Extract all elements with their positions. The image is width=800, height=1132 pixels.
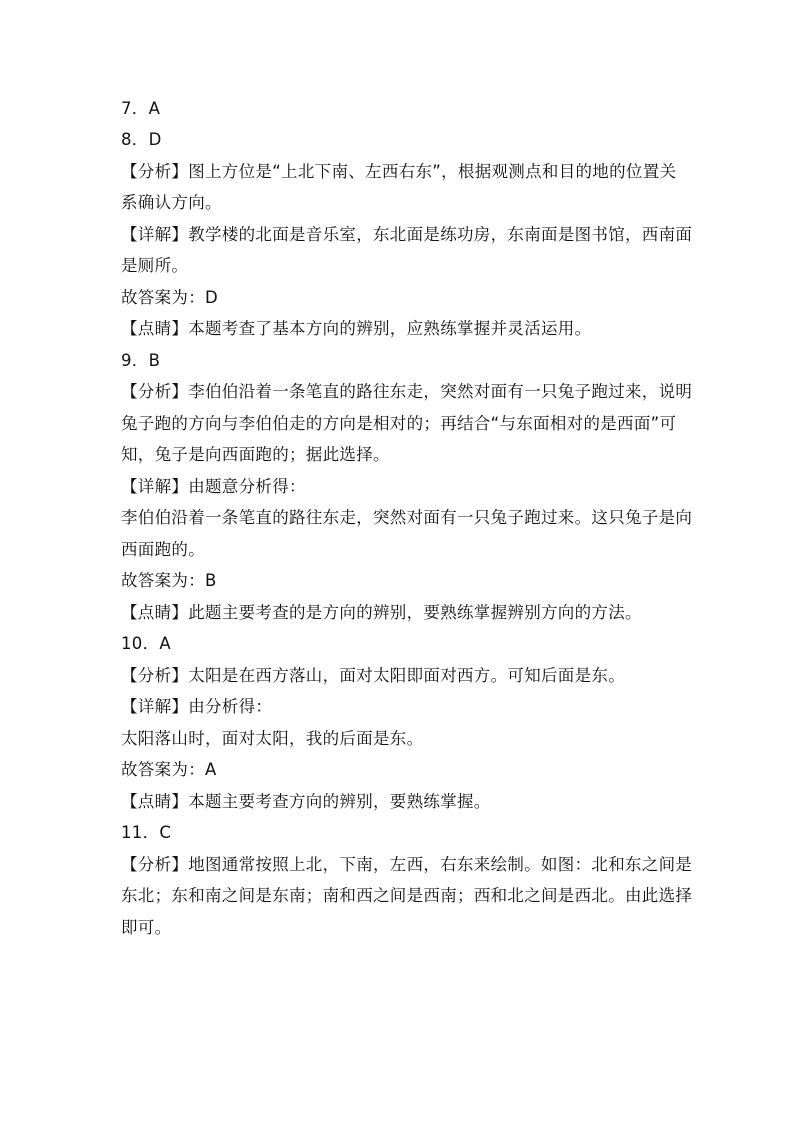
detail-10-line-1: 太阳落山时，面对太阳，我的后面是东。 <box>121 729 424 748</box>
final-answer-8: 故答案为：D <box>121 288 219 307</box>
final-answer-9: 故答案为：B <box>121 571 217 590</box>
detail-8-line-2: 是厕所。 <box>121 256 189 275</box>
answer-7: 7．A <box>121 99 161 118</box>
comment-9: 【点睛】此题主要考查的是方向的辨别，要熟练掌握辨别方向的方法。 <box>121 603 642 622</box>
comment-10: 【点睛】本题主要考查方向的辨别，要熟练掌握。 <box>121 792 491 811</box>
analysis-9-line-2: 兔子跑的方向与李伯伯走的方向是相对的；再结合“与东面相对的是西面”可 <box>121 414 677 433</box>
analysis-9-line-1: 【分析】李伯伯沿着一条笔直的路往东走，突然对面有一只兔子跑过来，说明 <box>121 382 693 401</box>
detail-9-line-1: 李伯伯沿着一条笔直的路往东走，突然对面有一只兔子跑过来。这只兔子是向 <box>121 508 693 527</box>
answer-8: 8．D <box>121 130 162 149</box>
final-answer-10: 故答案为：A <box>121 760 217 779</box>
analysis-9-line-3: 知，兔子是向西面跑的；据此选择。 <box>121 445 390 464</box>
detail-9-heading: 【详解】由题意分析得： <box>121 477 306 496</box>
answer-10: 10．A <box>121 634 171 653</box>
answer-9: 9．B <box>121 351 161 370</box>
detail-9-line-2: 西面跑的。 <box>121 540 205 559</box>
detail-10-heading: 【详解】由分析得： <box>121 697 273 716</box>
analysis-11-line-2: 东北；东和南之间是东南；南和西之间是西南；西和北之间是西北。由此选择 <box>121 886 693 905</box>
detail-8-line-1: 【详解】教学楼的北面是音乐室，东北面是练功房，东南面是图书馆，西南面 <box>121 225 693 244</box>
analysis-10: 【分析】太阳是在西方落山，面对太阳即面对西方。可知后面是东。 <box>121 666 625 685</box>
comment-8: 【点睛】本题考查了基本方向的辨别，应熟练掌握并灵活运用。 <box>121 319 592 338</box>
analysis-11-line-3: 即可。 <box>121 918 172 937</box>
analysis-11-line-1: 【分析】地图通常按照上北，下南，左西，右东来绘制。如图：北和东之间是 <box>121 855 693 874</box>
answer-11: 11．C <box>121 823 172 842</box>
analysis-8-line-1: 【分析】图上方位是“上北下南、左西右东”，根据观测点和目的地的位置关 <box>121 162 677 181</box>
analysis-8-line-2: 系确认方向。 <box>121 193 222 212</box>
